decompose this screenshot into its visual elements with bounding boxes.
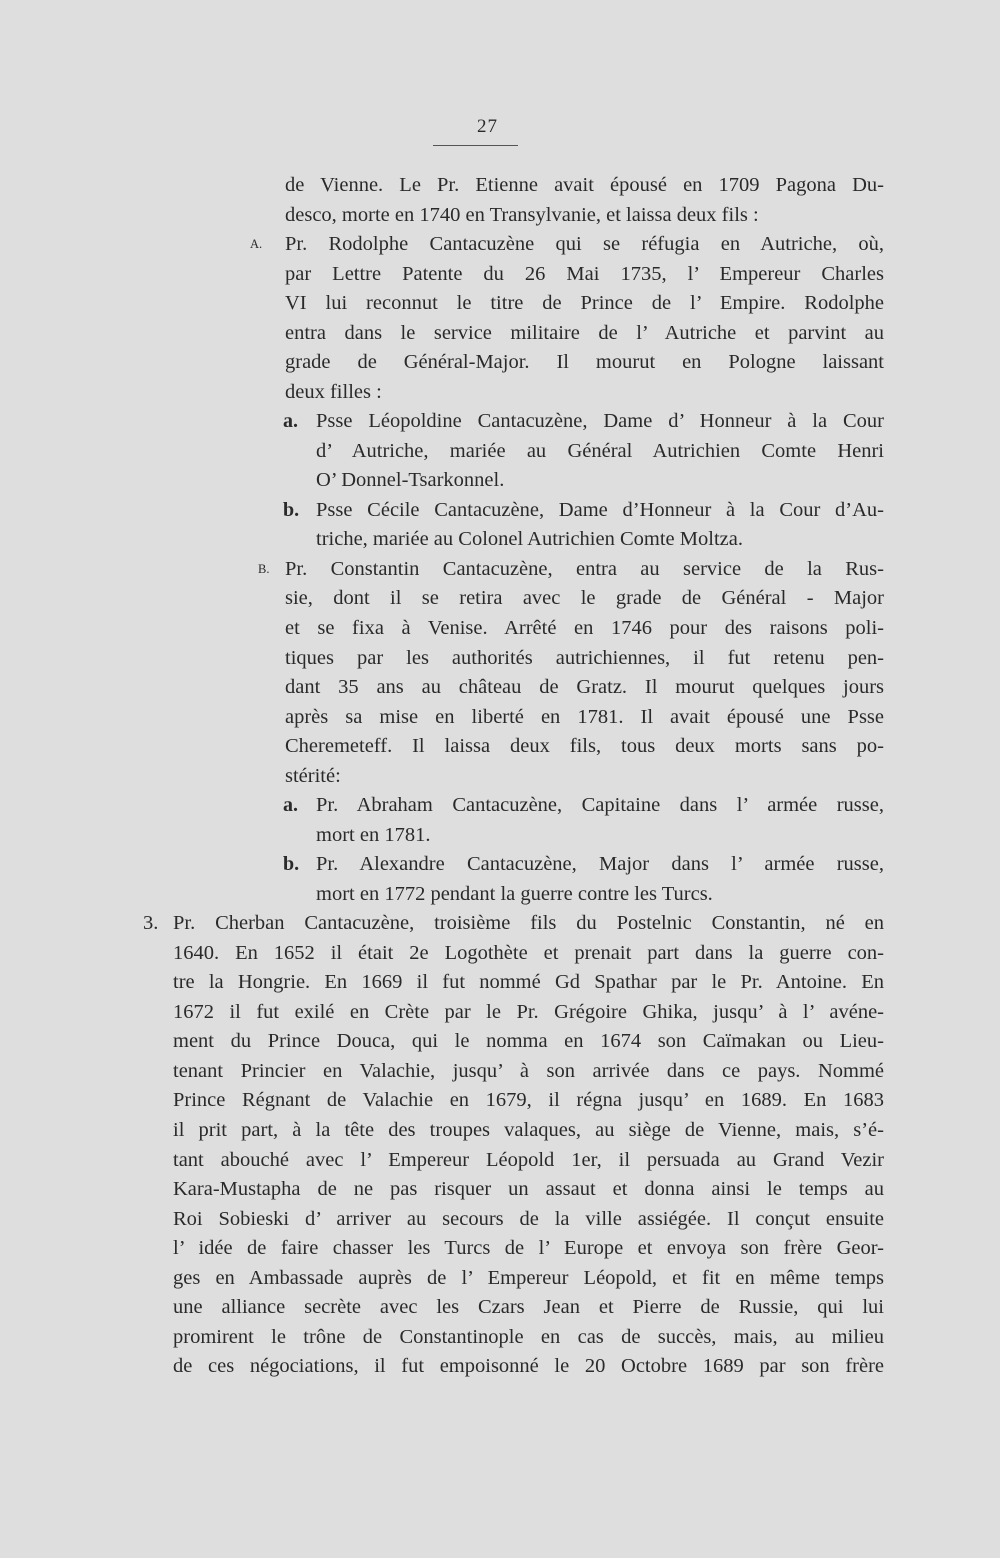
text-line bbox=[0, 465, 1000, 495]
text-line bbox=[0, 997, 1000, 1027]
line-text: Kara-Mustapha de ne pas risquer un assaut et donna ainsi le temps au bbox=[173, 1178, 884, 1200]
line-text: Psse Léopoldine Cantacuzène, Dame d’ Honneur à la Cour bbox=[316, 410, 884, 433]
text-line bbox=[0, 1056, 1000, 1086]
text-line bbox=[0, 820, 1000, 850]
text-line bbox=[0, 908, 1000, 938]
list-marker: 3. bbox=[143, 912, 159, 935]
line-text: Psse Cécile Cantacuzène, Dame d’Honneur à la Cour d’Au- bbox=[316, 498, 884, 521]
text-line bbox=[0, 1204, 1000, 1234]
line-text: ment du Prince Douca, qui le nomma en 1674 son Caïmakan ou Lieu- bbox=[173, 1030, 884, 1053]
line-text: dant 35 ans au château de Gratz. Il mourut quelques jours bbox=[285, 676, 884, 698]
line-text: Pr. Alexandre Cantacuzène, Major dans l’ armée russe, bbox=[316, 853, 884, 876]
line-text: Pr. Abraham Cantacuzène, Capitaine dans l’ armée russe, bbox=[316, 794, 884, 817]
line-text: Prince Régnant de Valachie en 1679, il régna jusqu’ en 1689. En 1683 bbox=[173, 1089, 884, 1112]
text-line bbox=[0, 1026, 1000, 1056]
text-line bbox=[0, 1085, 1000, 1115]
list-marker: A. bbox=[250, 237, 263, 252]
line-text: O’ Donnel-Tsarkonnel. bbox=[316, 469, 505, 492]
line-text: tant abouché avec l’ Empereur Léopold 1er, il persuada au Grand Vezir bbox=[173, 1148, 884, 1171]
text-line bbox=[0, 1174, 1000, 1204]
text-line bbox=[0, 672, 1000, 702]
line-text: de Vienne. Le Pr. Etienne avait épousé en 1709 Pagona Du- bbox=[285, 174, 884, 196]
text-line bbox=[0, 1351, 1000, 1381]
page-number: 27 bbox=[477, 116, 498, 137]
line-text: 1672 il fut exilé en Crète par le Pr. Grégoire Ghika, jusqu’ à l’ avéne- bbox=[173, 1000, 884, 1023]
text-line bbox=[0, 554, 1000, 584]
line-text: sie, dont il se retira avec le grade de Général - Major bbox=[285, 587, 884, 610]
text-line bbox=[0, 1115, 1000, 1145]
line-text: deux filles : bbox=[285, 380, 382, 403]
text-line bbox=[0, 761, 1000, 791]
text-line bbox=[0, 1322, 1000, 1352]
list-marker: a. bbox=[283, 794, 298, 817]
line-text: entra dans le service militaire de l’ Autriche et parvint au bbox=[285, 321, 884, 344]
list-marker: b. bbox=[283, 498, 300, 521]
line-text: triche, mariée au Colonel Autrichien Comte Moltza. bbox=[316, 528, 743, 551]
text-line bbox=[0, 347, 1000, 377]
line-text: ges en Ambassade auprès de l’ Empereur Léopold, et fit en même temps bbox=[173, 1266, 884, 1289]
text-line bbox=[0, 1263, 1000, 1293]
line-text: il prit part, à la tête des troupes valaques, au siège de Vienne, mais, s’é- bbox=[173, 1119, 884, 1141]
line-text: grade de Général-Major. Il mourut en Pologne laissant bbox=[285, 351, 884, 374]
line-text: mort en 1781. bbox=[316, 823, 431, 846]
line-text: par Lettre Patente du 26 Mai 1735, l’ Empereur Charles bbox=[285, 262, 884, 285]
line-text: mort en 1772 pendant la guerre contre les Turcs. bbox=[316, 882, 713, 905]
line-text: après sa mise en liberté en 1781. Il avait épousé une Psse bbox=[285, 705, 884, 728]
header-rule bbox=[433, 145, 518, 146]
text-line bbox=[0, 879, 1000, 909]
text-line bbox=[0, 318, 1000, 348]
line-text: Pr. Constantin Cantacuzène, entra au service de la Rus- bbox=[285, 557, 884, 580]
line-text: VI lui reconnut le titre de Prince de l’ Empire. Rodolphe bbox=[285, 292, 884, 315]
text-line bbox=[0, 170, 1000, 200]
text-line bbox=[0, 613, 1000, 643]
text-line bbox=[0, 790, 1000, 820]
text-line bbox=[0, 967, 1000, 997]
line-text: desco, morte en 1740 en Transylvanie, et laissa deux fils : bbox=[285, 203, 759, 226]
text-line bbox=[0, 1233, 1000, 1263]
line-text: une alliance secrète avec les Czars Jean et Pierre de Russie, qui lui bbox=[173, 1296, 884, 1319]
text-line bbox=[0, 938, 1000, 968]
line-text: de ces négociations, il fut empoisonné le 20 Octobre 1689 par son frère bbox=[173, 1355, 884, 1378]
line-text: Cheremeteff. Il laissa deux fils, tous deux morts sans po- bbox=[285, 735, 884, 758]
text-line bbox=[0, 702, 1000, 732]
line-text: stérité: bbox=[285, 764, 341, 787]
line-text: Pr. Cherban Cantacuzène, troisième fils du Postelnic Constantin, né en bbox=[173, 912, 884, 935]
text-line bbox=[0, 524, 1000, 554]
text-line bbox=[0, 406, 1000, 436]
text-line bbox=[0, 436, 1000, 466]
text-line bbox=[0, 259, 1000, 289]
line-text: Pr. Rodolphe Cantacuzène qui se réfugia en Autriche, où, bbox=[285, 233, 884, 256]
text-line bbox=[0, 1292, 1000, 1322]
text-line bbox=[0, 1145, 1000, 1175]
list-marker: a. bbox=[283, 410, 298, 433]
text-line bbox=[0, 229, 1000, 259]
line-text: tre la Hongrie. En 1669 il fut nommé Gd Spathar par le Pr. Antoine. En bbox=[173, 971, 884, 994]
line-text: d’ Autriche, mariée au Général Autrichien Comte Henri bbox=[316, 439, 884, 462]
list-marker: b. bbox=[283, 853, 300, 876]
list-marker: B. bbox=[258, 561, 270, 576]
line-text: l’ idée de faire chasser les Turcs de l’ Europe et envoya son frère Geor- bbox=[173, 1237, 884, 1260]
line-text: tenant Princier en Valachie, jusqu’ à son arrivée dans ce pays. Nommé bbox=[173, 1059, 884, 1082]
text-line bbox=[0, 731, 1000, 761]
text-line bbox=[0, 643, 1000, 673]
text-line bbox=[0, 377, 1000, 407]
text-line bbox=[0, 495, 1000, 525]
text-line bbox=[0, 849, 1000, 879]
line-text: promirent le trône de Constantinople en cas de succès, mais, au milieu bbox=[173, 1325, 884, 1348]
line-text: tiques par les authorités autrichiennes, il fut retenu pen- bbox=[285, 646, 884, 669]
line-text: 1640. En 1652 il était 2e Logothète et prenait part dans la guerre con- bbox=[173, 941, 884, 964]
text-line bbox=[0, 288, 1000, 318]
text-line bbox=[0, 583, 1000, 613]
text-line bbox=[0, 200, 1000, 230]
line-text: Roi Sobieski d’ arriver au secours de la ville assiégée. Il conçut ensuite bbox=[173, 1207, 884, 1230]
line-text: et se fixa à Venise. Arrêté en 1746 pour des raisons poli- bbox=[285, 617, 884, 639]
